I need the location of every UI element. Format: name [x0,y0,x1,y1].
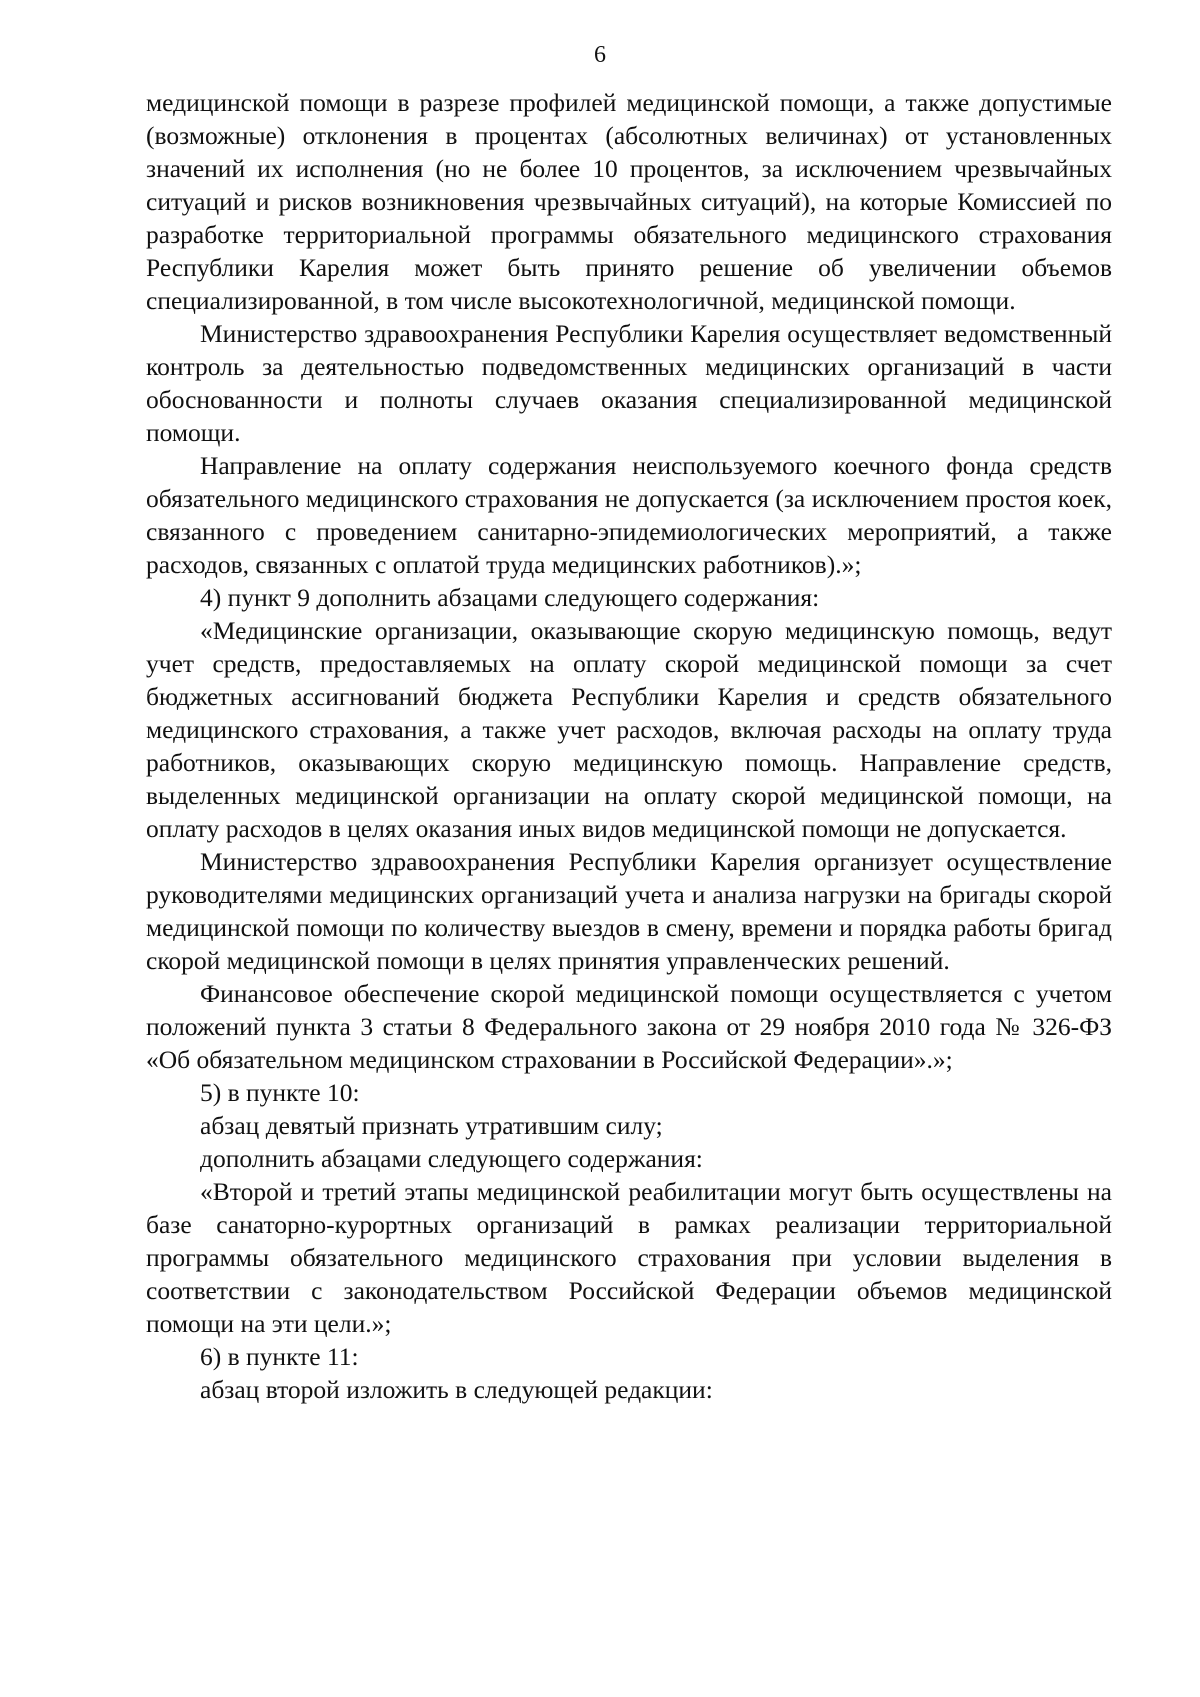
paragraph-item-4: 4) пункт 9 дополнить абзацами следующего содержания: [200,583,820,612]
paragraph-item-6: 6) в пункте 11: [200,1342,359,1371]
paragraph-rehabilitation: «Второй и третий этапы медицинской реабилитации могут быть осуществлены на базе санаторно-курортных организаций в рамках реализации территориальной программы обязательного медицинского страхования при условии выделения в соответствии с законодательством Российской Федерации объемов медицинской помощи на эти цели.»; [146,1177,1112,1338]
paragraph-second-restated: абзац второй изложить в следующей редакции: [200,1375,713,1404]
paragraph-bed-fund: Направление на оплату содержания неиспользуемого коечного фонда средств обязательного медицинского страхования не допускается (за исключением простоя коек, связанного с проведением санитарно-эпидемиологических мероприятий, а также расходов, связанных с оплатой труда медицинских работников).»; [146,451,1112,579]
paragraph-brigade-analysis: Министерство здравоохранения Республики Карелия организует осуществление руководителями медицинских организаций учета и анализа нагрузки на бригады скорой медицинской помощи по количеству выездов в смену, времени и порядка работы бригад скорой медицинской помощи в целях принятия управленческих решений. [146,847,1112,975]
paragraph-continuation: медицинской помощи в разрезе профилей медицинской помощи, а также допустимые (возможные) отклонения в процентах (абсолютных величинах) от установленных значений их исполнения (но не более 10 процентов, за исключением чрезвычайных ситуаций и рисков возникновения чрезвычайных ситуаций), на которые Комиссией по разработке территориальной программы обязательного медицинского страхования Республики Карелия может быть принято решение об увеличении объемов специализированной, в том числе высокотехнологичной, медицинской помощи. [146,88,1112,315]
paragraph-emergency-accounting: «Медицинские организации, оказывающие скорую медицинскую помощь, ведут учет средств, предоставляемых на оплату скорой медицинской помощи за счет бюджетных ассигнований бюджета Республики Карелия и средств обязательного медицинского страхования, а также учет расходов, включая расходы на оплату труда работников, оказывающих скорую медицинскую помощь. Направление средств, выделенных медицинской организации на оплату скорой медицинской помощи, на оплату расходов в целях оказания иных видов медицинской помощи не допускается. [146,616,1112,843]
paragraph-ninth-repealed: абзац девятый признать утратившим силу; [200,1111,663,1140]
page-number: 6 [594,42,606,68]
paragraph-financing: Финансовое обеспечение скорой медицинской помощи осуществляется с учетом положений пункта 3 статьи 8 Федерального закона от 29 ноября 2010 года № 326-ФЗ «Об обязательном медицинском страховании в Российской Федерации».»; [146,979,1112,1074]
paragraph-item-5: 5) в пункте 10: [200,1078,360,1107]
document-body [146,86,1112,1406]
paragraph-add-paragraphs: дополнить абзацами следующего содержания: [200,1144,703,1173]
paragraph-ministry-control: Министерство здравоохранения Республики Карелия осуществляет ведомственный контроль за деятельностью подведомственных медицинских организаций в части обоснованности и полноты случаев оказания специализированной медицинской помощи. [146,319,1112,447]
